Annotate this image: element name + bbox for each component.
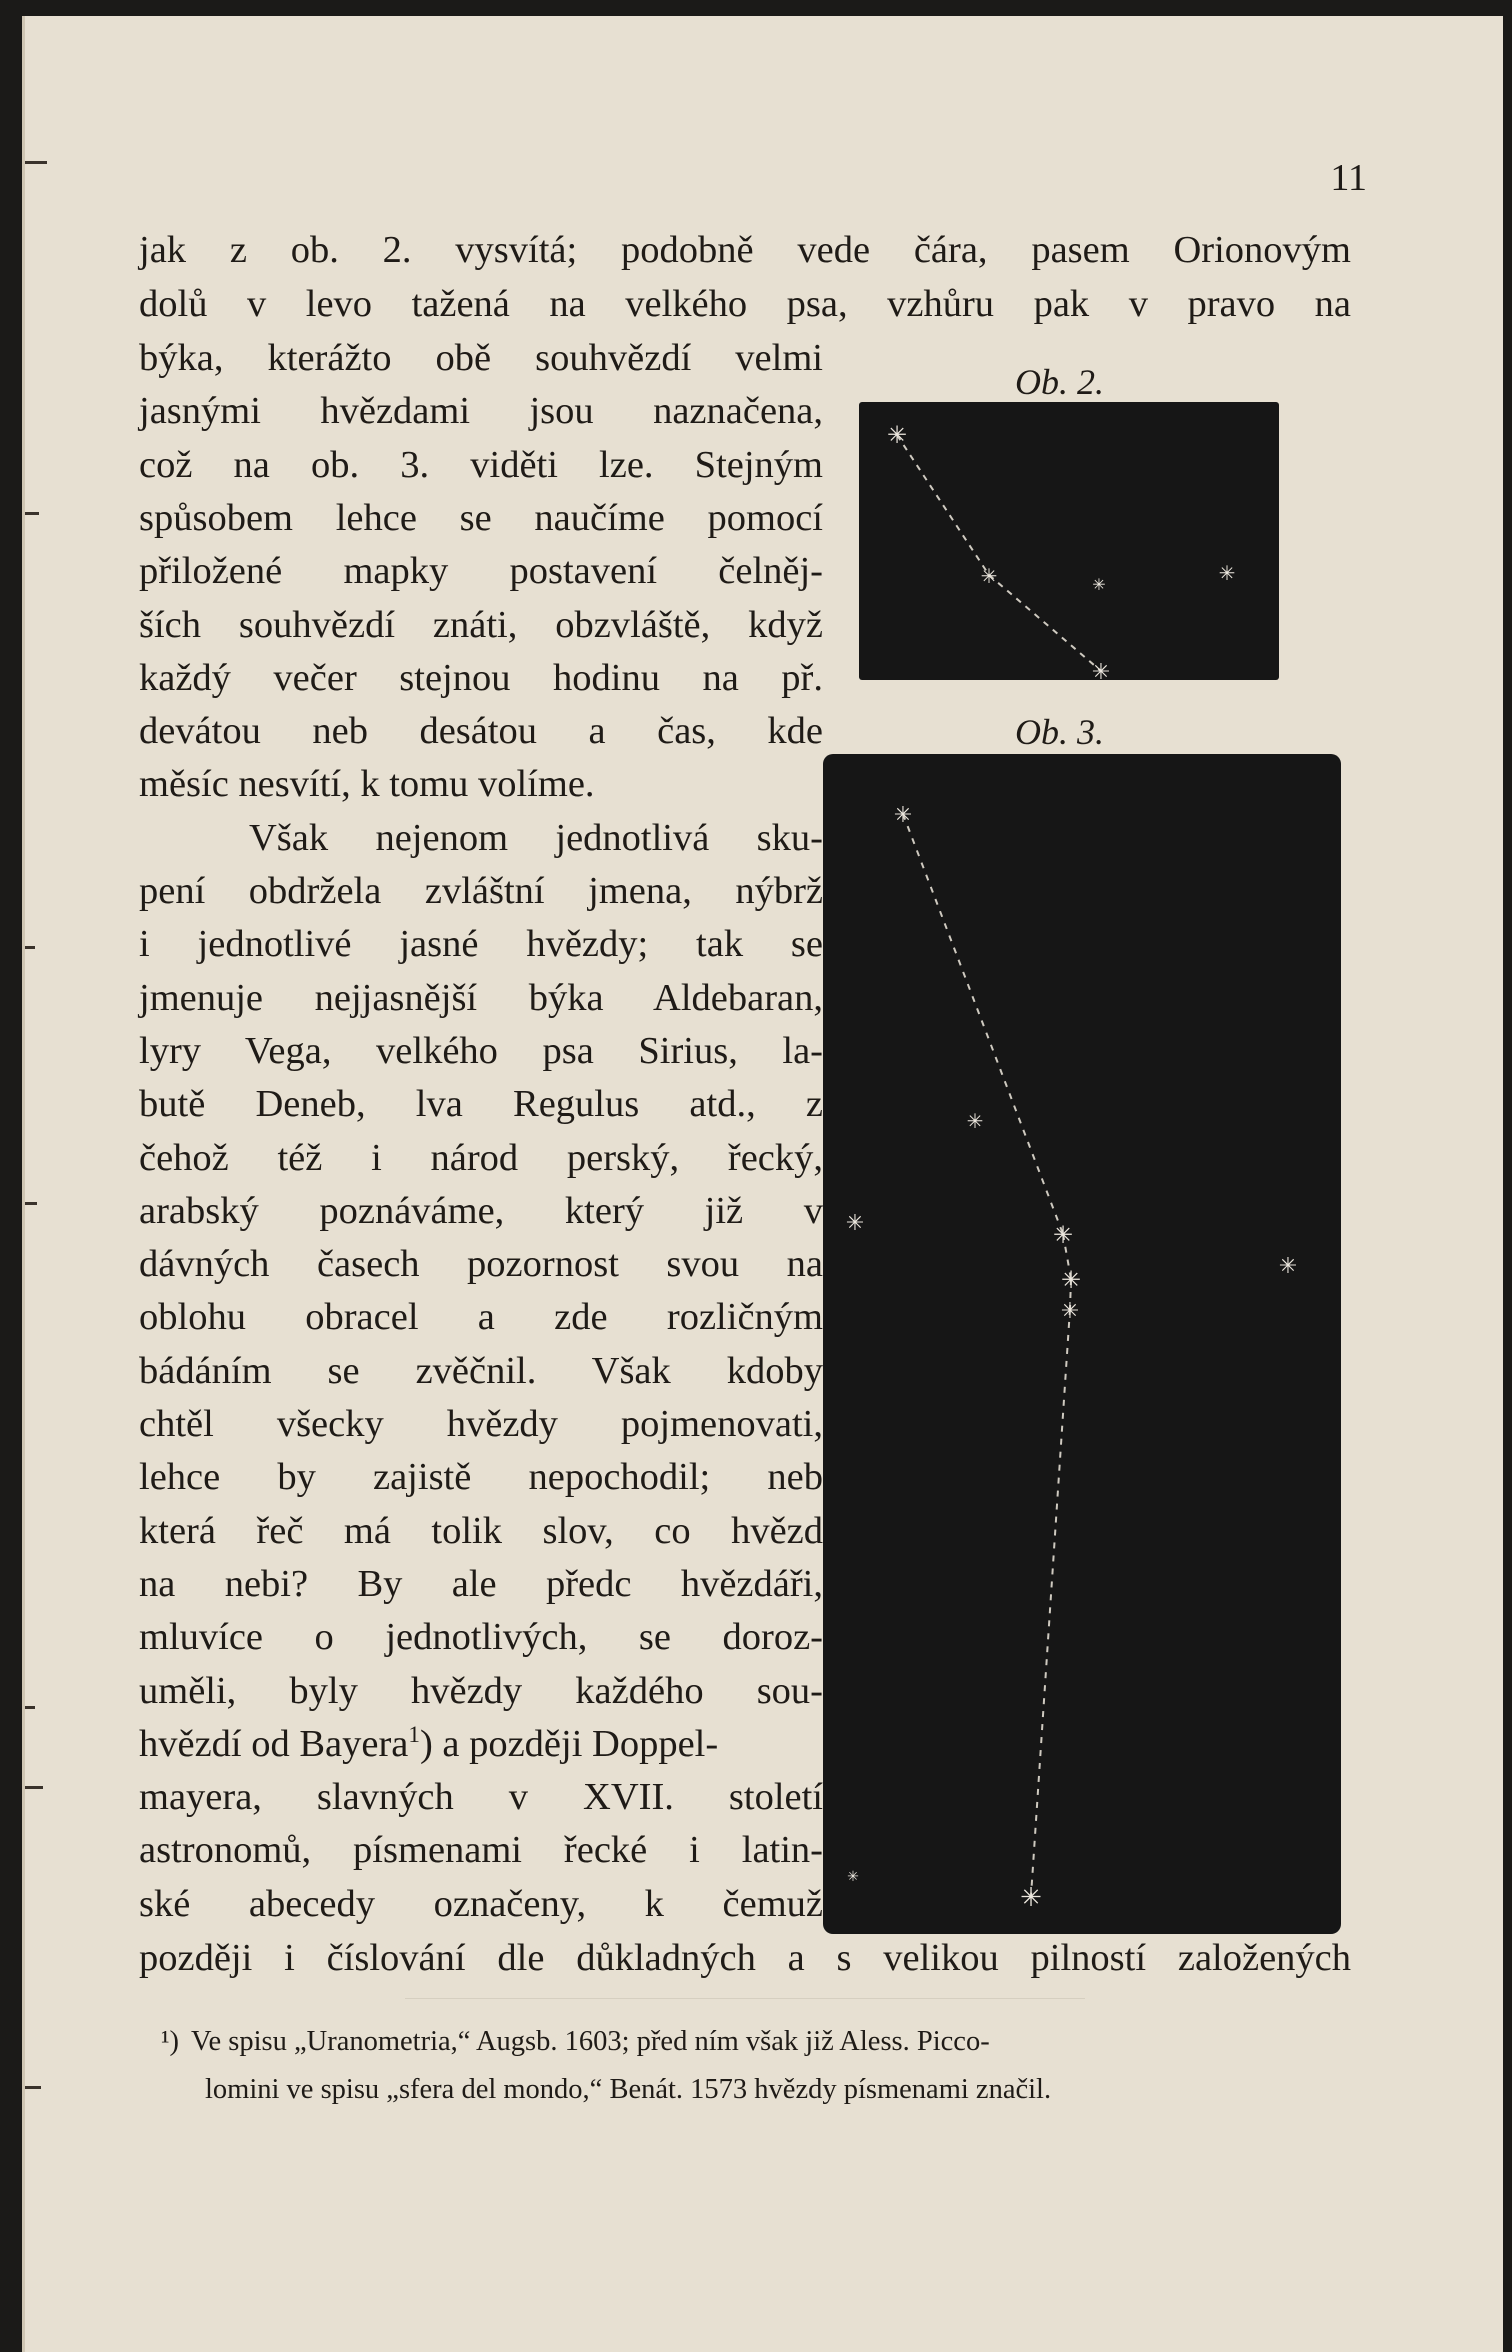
book-page xyxy=(22,16,1503,2352)
text-line: butě Deneb, lva Regulus atd., z xyxy=(139,1083,823,1126)
text-line: na nebi? By ale předc hvězdáři, xyxy=(139,1562,823,1605)
footnote-mark: ¹) xyxy=(161,2026,180,2057)
text-line: astronomů, písmenami řecké i latin- xyxy=(139,1829,823,1872)
text-line: každý večer stejnou hodinu na př. xyxy=(139,656,823,699)
text-line: měsíc nesvítí, k tomu volíme. xyxy=(139,763,595,806)
constellation-line xyxy=(903,814,1063,1234)
text-line: bádáním se zvěčnil. Však kdoby xyxy=(139,1349,823,1392)
text-line: dolů v levo tažená na velkého psa, vzhůru pak v pravo na xyxy=(139,283,1351,325)
text-line: ské abecedy označeny, k čemuž xyxy=(139,1882,823,1925)
text-line: dávných časech pozornost svou na xyxy=(139,1243,823,1286)
star-icon: ✳ xyxy=(1060,1266,1082,1294)
star-icon: ✳ xyxy=(1052,1221,1074,1249)
margin-mark xyxy=(25,2086,41,2089)
margin-mark xyxy=(25,1706,35,1709)
text-line-part: ) a později Doppel- xyxy=(419,1722,719,1765)
footnote-reference: 1 xyxy=(408,1720,420,1747)
constellation-line xyxy=(1031,1309,1070,1896)
text-line: přiložené mapky postavení čelněj- xyxy=(139,550,823,593)
text-line: což na ob. 3. viděti lze. Stejným xyxy=(139,443,823,486)
star-icon: ✳ xyxy=(1060,1299,1080,1324)
text-line: čehož též i národ perský, řecký, xyxy=(139,1136,823,1179)
star-icon: ✳ xyxy=(845,1211,865,1236)
text-line: která řeč má tolik slov, co hvězd xyxy=(139,1509,823,1552)
footnote-text: Ve spisu „Uranometria,“ Augsb. 1603; před ním však již Aless. Picco- xyxy=(191,2026,990,2057)
margin-mark xyxy=(25,1786,43,1789)
figure-2-svg xyxy=(859,402,1279,680)
star-icon: ✳ xyxy=(1092,575,1106,594)
text-line: uměli, byly hvězdy každého sou- xyxy=(139,1669,823,1712)
star-icon: ✳ xyxy=(966,1109,984,1133)
text-line: arabský poznáváme, který již v xyxy=(139,1189,823,1232)
text-line: býka, kterážto obě souhvězdí velmi xyxy=(139,337,823,379)
text-line: oblohu obracel a zde rozličným xyxy=(139,1296,823,1339)
text-line: jasnými hvězdami jsou naznačena, xyxy=(139,390,823,433)
star-icon: ✳ xyxy=(893,803,913,828)
text-line: i jednotlivé jasné hvězdy; tak se xyxy=(139,923,823,966)
margin-mark xyxy=(25,512,39,515)
star-icon: ✳ xyxy=(980,564,998,588)
star-icon: ✳ xyxy=(1278,1254,1298,1279)
text-line: spůsobem lehce se naučíme pomocí xyxy=(139,496,823,539)
text-line xyxy=(139,1722,823,1766)
text-line: mluvíce o jednotlivých, se doroz- xyxy=(139,1616,823,1659)
star-icon: ✳ xyxy=(1020,1883,1042,1913)
figure-3-caption: Ob. 3. xyxy=(1015,712,1104,752)
figure-3-svg xyxy=(823,754,1341,1934)
text-line-part: hvězdí od Bayera xyxy=(139,1722,409,1765)
footnote-line-2: lomini ve spisu „sfera del mondo,“ Benát. 1573 hvězdy písmenami značil. xyxy=(205,2074,1052,2105)
constellation-line xyxy=(989,575,1101,671)
text-line: jmenuje nejjasnější býka Aldebaran, xyxy=(139,976,823,1019)
body-text-column xyxy=(139,336,823,1956)
text-line: lyry Vega, velkého psa Sirius, la- xyxy=(139,1029,823,1072)
text-line: lehce by zajistě nepochodil; neb xyxy=(139,1456,823,1499)
figure-2-caption: Ob. 2. xyxy=(1015,362,1104,402)
text-line: později i číslování dle důkladných a s velikou pilností založených xyxy=(139,1937,1351,1979)
margin-mark xyxy=(25,1202,37,1205)
page-number: 11 xyxy=(1330,157,1367,199)
star-icon: ✳ xyxy=(847,1869,859,1885)
text-line: jak z ob. 2. vysvítá; podobně vede čára, pasem Orionovým xyxy=(139,229,1351,271)
text-line: pení obdržela zvláštní jmena, nýbrž xyxy=(139,870,823,912)
figure-2-star-map xyxy=(859,402,1279,680)
text-line: mayera, slavných v XVII. století xyxy=(139,1776,823,1819)
constellation-line xyxy=(897,435,989,575)
text-line: ších souhvězdí znáti, obzvláště, když xyxy=(139,603,823,646)
text-line: devátou neb desátou a čas, kde xyxy=(139,710,823,753)
text-line: Však nejenom jednotlivá sku- xyxy=(249,816,823,859)
star-icon: ✳ xyxy=(1218,561,1236,585)
text-line: chtěl všecky hvězdy pojmenovati, xyxy=(139,1403,823,1445)
footnote-line-1 xyxy=(161,2026,1351,2058)
divider xyxy=(405,1998,1085,1999)
figure-3-star-map xyxy=(823,754,1341,1934)
margin-mark xyxy=(25,161,47,164)
star-icon: ✳ xyxy=(886,421,908,449)
margin-mark xyxy=(25,946,35,949)
star-icon: ✳ xyxy=(1091,660,1111,680)
